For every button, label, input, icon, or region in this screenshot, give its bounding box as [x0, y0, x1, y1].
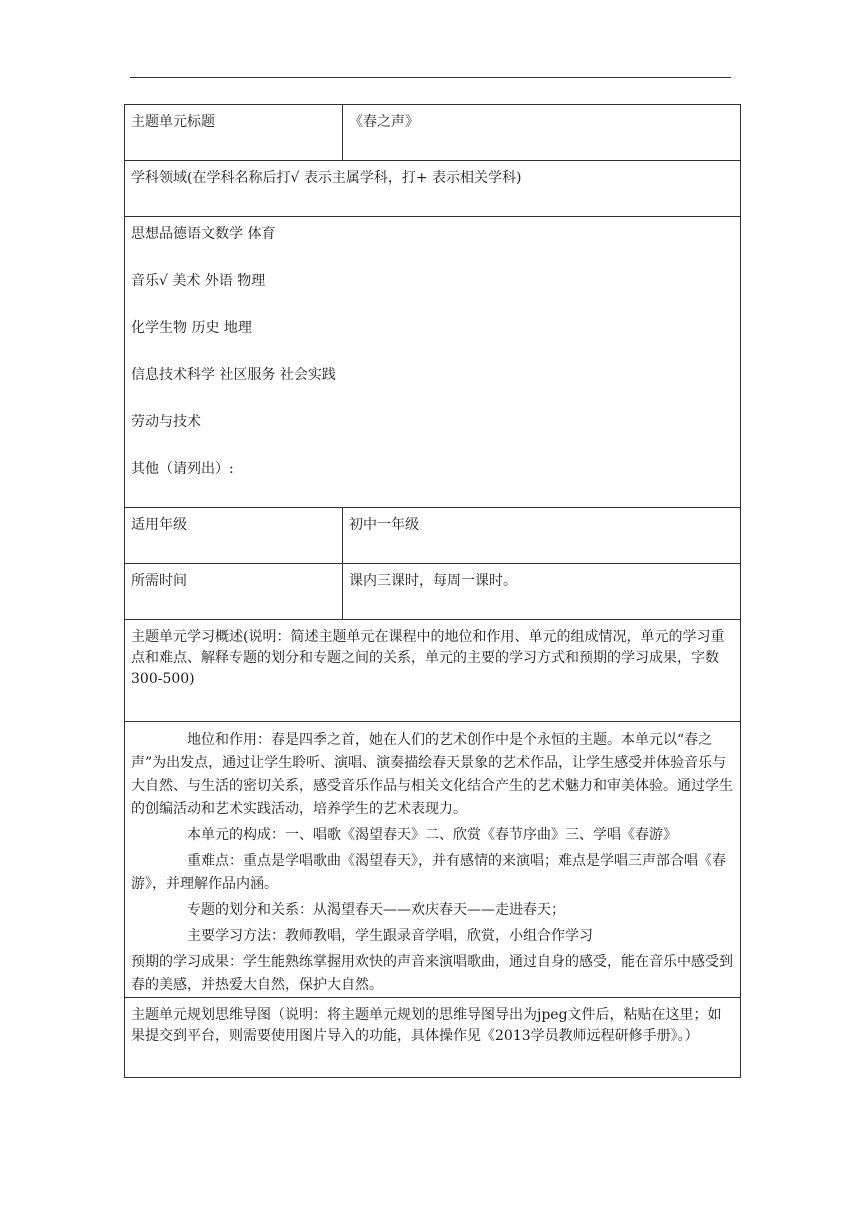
overview-body-row — [125, 722, 741, 998]
title-label: 主题单元标题 — [125, 105, 343, 161]
mindmap-row — [125, 998, 741, 1078]
unit-plan-table — [124, 104, 741, 1078]
overview-paragraph: 专题的划分和关系：从渴望春天——欢庆春天——走进春天； — [187, 902, 565, 918]
overview-paragraph: 本单元的构成：一、唱歌《渴望春天》二、欣赏《春节序曲》三、学唱《春游》 — [187, 827, 677, 843]
subject-line: 信息技术科学 社区服务 社会实践 — [131, 367, 336, 383]
overview-label-row — [125, 620, 741, 722]
grade-row — [125, 508, 741, 564]
overview-paragraph: 重难点：重点是学唱歌曲《渴望春天》，并有感情的来演唱；难点是学唱三声部合唱《春游》，并理解作品内涵。 — [131, 853, 726, 892]
overview-paragraph: 地位和作用：春是四季之首，她在人们的艺术创作中是个永恒的主题。本单元以“春之声”为出发点，通过让学生聆听、演唱、演奏描绘春天景象的艺术作品，让学生感受并体验音乐与大自然、与生活的密切关系，感受音乐作品与相关文化结合产生的艺术魅力和审美体验。通过学生的创编活动和艺术实践活动，培养学生的艺术表现力。 — [131, 732, 733, 817]
header-rule — [130, 77, 731, 78]
subjects-row — [125, 217, 741, 508]
subject-line: 音乐√ 美术 外语 物理 — [131, 273, 266, 289]
domain-label: 学科领域(在学科名称后打√ 表示主属学科，打+ 表示相关学科) — [125, 161, 741, 217]
grade-label: 适用年级 — [125, 508, 343, 564]
title-row — [125, 105, 741, 161]
grade-value: 初中一年级 — [343, 508, 741, 564]
overview-paragraph: 预期的学习成果：学生能熟练掌握用欢快的声音来演唱歌曲，通过自身的感受，能在音乐中感受到春的美感，并热爱大自然，保护大自然。 — [131, 954, 733, 993]
time-row — [125, 564, 741, 620]
domain-row — [125, 161, 741, 217]
subject-line: 化学生物 历史 地理 — [131, 320, 252, 336]
mindmap-label: 主题单元规划思维导图（说明：将主题单元规划的思维导图导出为jpeg文件后，粘贴在这里；如果提交到平台，则需要使用图片导入的功能，具体操作见《2013学员教师远程研修手册》。） — [125, 998, 741, 1078]
time-value: 课内三课时，每周一课时。 — [343, 564, 741, 620]
subjects-cell — [125, 217, 741, 508]
overview-label: 主题单元学习概述(说明：简述主题单元在课程中的地位和作用、单元的组成情况，单元的学习重点和难点、解释专题的划分和专题之间的关系，单元的主要的学习方式和预期的学习成果，字数300-500) — [125, 620, 741, 722]
subject-line: 思想品德语文数学 体育 — [131, 226, 276, 242]
title-value: 《春之声》 — [343, 105, 741, 161]
time-label: 所需时间 — [125, 564, 343, 620]
overview-paragraph: 主要学习方法：教师教唱，学生跟录音学唱，欣赏，小组合作学习 — [187, 928, 593, 944]
subject-line: 其他（请列出）: — [131, 461, 234, 477]
subject-line: 劳动与技术 — [131, 414, 201, 430]
overview-body — [125, 722, 741, 998]
